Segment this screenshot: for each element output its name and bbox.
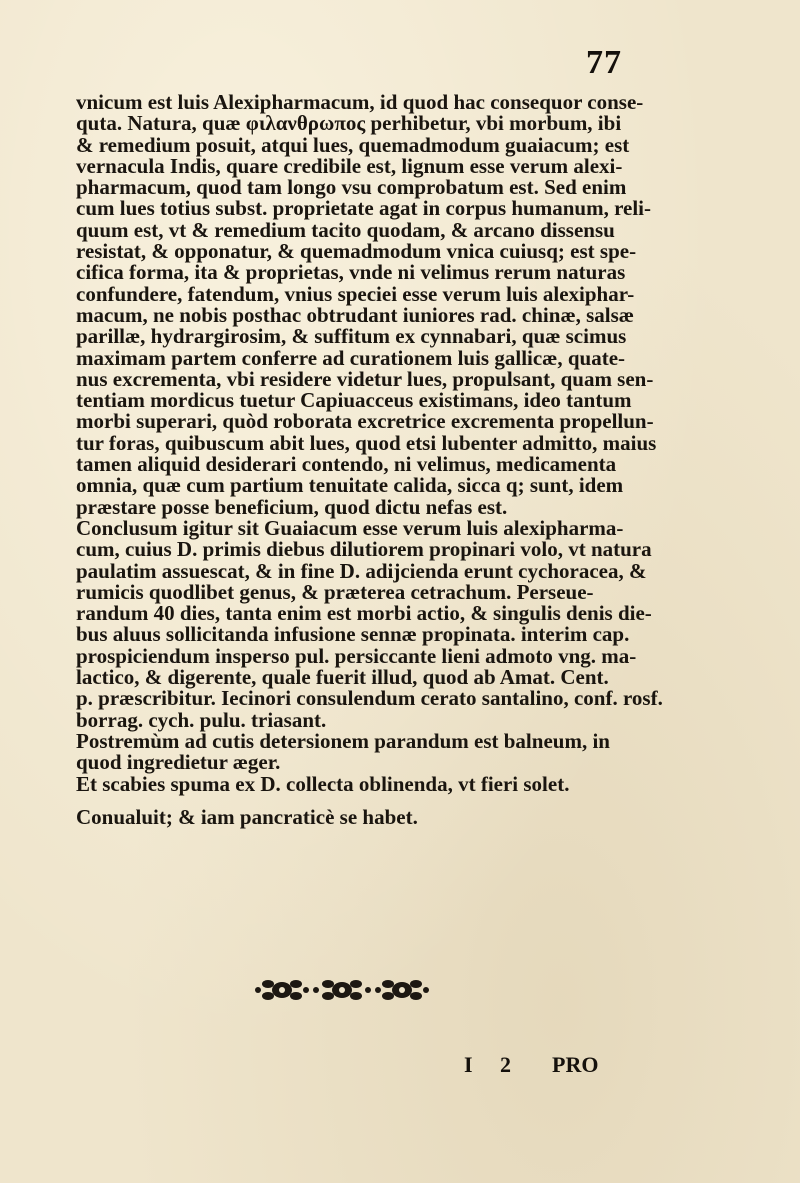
text-line: tentiam mordicus tuetur Capiuacceus existimans, ideo tantum [76,388,632,413]
text-line: cifica forma, ita & proprietas, vnde ni velimus rerum naturas [76,260,626,285]
text-line: morbi superari, quòd roborata excretrice excrementa propellun- [76,409,654,434]
text-line: Conualuit; & iam pancraticè se habet. [76,804,418,829]
page-number: 77 [586,44,622,81]
text-line: pharmacum, quod tam longo vsu comprobatum est. Sed enim [76,175,627,200]
text-line: lactico, & digerente, quale fuerit illud, quod ab Amat. Cent. [76,665,609,690]
text-line: quta. Natura, quæ φιλανθρωπος perhibetur, vbi morbum, ibi [76,111,622,136]
text-line: Postremùm ad cutis detersionem parandum est balneum, in [76,728,610,753]
text-line: omnia, quæ cum partium tenuitate calida, sicca q; sunt, idem [76,473,624,498]
text-line: confundere, fatendum, vnius speciei esse verum luis alexiphar- [76,281,635,306]
body-text [76,90,663,829]
text-line: p. præscribitur. Iecinori consulendum cerato santalino, conf. rosf. [76,686,663,711]
catchword: PRO [552,1052,599,1077]
text-line: maximam partem conferre ad curationem luis gallicæ, quate- [76,345,626,370]
text-line: tamen aliquid desiderari contendo, ni velimus, medicamenta [76,452,617,477]
text-line: randum 40 dies, tanta enim est morbi actio, & singulis denis die- [76,601,652,626]
text-line: paulatim assuescat, & in fine D. adijcienda erunt cychoracea, & [76,558,647,583]
text-line: cum, cuius D. primis diebus dilutiorem propinari volo, vt natura [76,537,652,562]
text-line: macum, ne nobis posthac obtrudant iuniores rad. chinæ, salsæ [76,302,634,327]
text-line: quum est, vt & remedium tacito quodam, & arcano dissensu [76,217,615,242]
text-line: bus aluus sollicitanda infusione sennæ propinata. interim cap. [76,622,630,647]
text-line: Conclusum igitur sit Guaiacum esse verum luis alexipharma- [76,515,624,540]
signature-mark: I 2 [464,1052,512,1077]
floral-ornament-icon [252,970,432,1010]
text-line: nus excrementa, vbi residere videtur lues, propulsant, quam sen- [76,366,654,391]
text-line: cum lues totius subst. proprietate agat in corpus humanum, reli- [76,196,652,221]
text-line: Et scabies spuma ex D. collecta oblinenda, vt fieri solet. [76,771,570,796]
text-line: tur foras, quibuscum abit lues, quod etsi lubenter admitto, maius [76,430,657,455]
text-line: vnicum est luis Alexipharmacum, id quod hac consequor conse- [76,90,644,114]
text-line: borrag. cych. pulu. triasant. [76,707,327,732]
text-line: parillæ, hydrargirosim, & suffitum ex cynnabari, quæ scimus [76,324,627,349]
text-line: prospiciendum insperso pul. persiccante lieni admoto vng. ma- [76,643,637,668]
text-line: præstare posse beneficium, quod dictu nefas est. [76,494,508,519]
text-line: & remedium posuit, atqui lues, quemadmodum guaiacum; est [76,132,630,157]
text-line: vernacula Indis, quare credibile est, lignum esse verum alexi- [76,153,623,178]
text-line: rumicis quodlibet genus, & præterea cetrachum. Perseue- [76,579,594,604]
text-line: resistat, & opponatur, & quemadmodum vnica cuiusq; est spe- [76,239,637,264]
text-line: quod ingredietur æger. [76,750,281,775]
